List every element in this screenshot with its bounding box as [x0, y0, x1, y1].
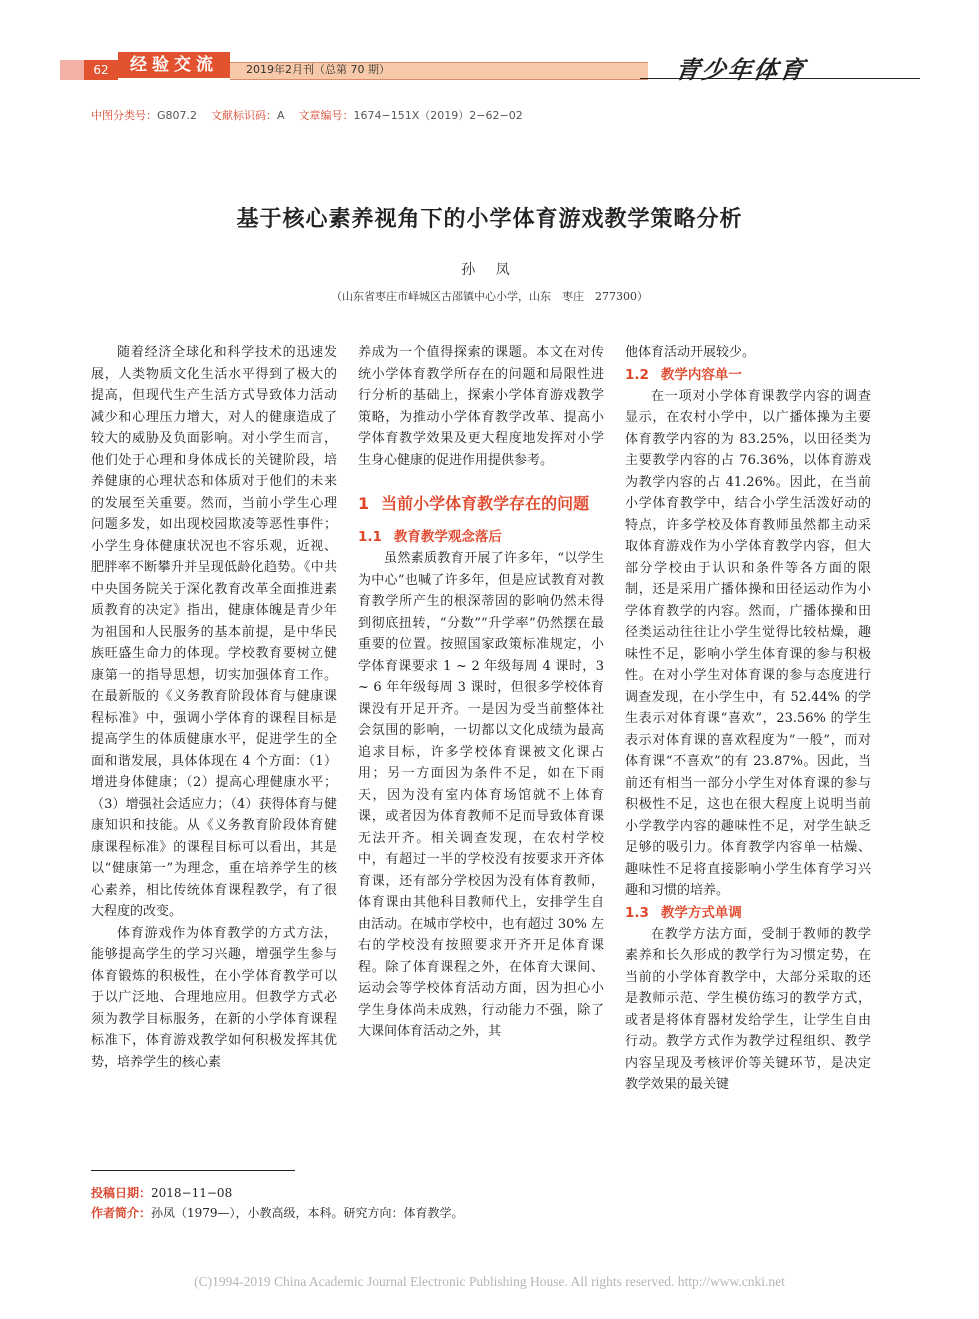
body-column-1	[91, 342, 337, 1073]
article-title: 基于核心素养视角下的小学体育游戏教学策略分析	[236, 207, 743, 232]
copyright-notice: (C)1994-2019 China Academic Journal Electronic Publishing House. All rights reserved. http://www.cnki.net	[194, 1274, 785, 1289]
body-column-3	[625, 342, 871, 1096]
paragraph: 在一项对小学体育课教学内容的调查显示，在农村小学中，以广播体操为主要体育教学内容的为 83.25%，以田径类为主要教学内容的占 76.36%，以体育游戏为教学内容的占 41.26%。因此，在当前小学体育教学中，结合小学生活泼好动的特点，许多学校及体育教师虽然都主动采取体育游戏作为小学体育教学内容，但大部分学校由于认识和条件等各方面的限制，还是采用广播体操和田径运动作为小学体育教学的内容。然而，广播体操和田径类运动往往让小学生觉得比较枯燥，趣味性不足，影响小学生体育课的参与积极性。在对小学生对体育课的参与态度进行调查发现，在小学生中，有 52.44% 的学生表示对体育课“喜欢”，23.56% 的学生表示对体育课的喜欢程度为“一般”，而对体育课“不喜欢”的有 23.87%。因此，当前还有相当一部分小学生对体育课的参与积极性不足，这也在很大程度上说明当前小学教学内容的趣味性不足，对学生缺乏足够的吸引力。体育教学内容单一枯燥、趣味性不足将直接影响小学生体育学习兴趣和习惯的培养。	[625, 388, 871, 898]
doc-code-value: A	[277, 109, 285, 122]
issue-info: 2019年2月刊（总第 70 期）	[246, 63, 390, 76]
article-no-label: 文章编号：	[298, 109, 354, 122]
paragraph: 在教学方法方面，受制于教师的教学素养和长久形成的教学行为习惯定势，在当前的小学体育教学中，大部分采取的还是教师示范、学生模仿练习的教学方式，或者是将体育器材发给学生，让学生自由行动。教学方式作为教学过程组织、教学内容呈现及考核评价等关键环节，是决定教学效果的最关键	[625, 926, 871, 1092]
paragraph: 虽然素质教育开展了许多年，“以学生为中心”也喊了许多年，但是应试教育对教育教学所产生的根深蒂固的影响仍然未得到彻底扭转，“分数”“升学率”仍然摆在最重要的位置。按照国家政策标准规定，小学体育课要求 1 ~ 2 年级每周 4 课时，3 ~ 6 年年级每周 3 课时，但很多学校体育课没有开足开齐。一是因为受当前整体社会氛围的影响，一切都以文化成绩为最高追求目标，许多学校体育课被文化课占用；另一方面因为条件不足，如在下雨天，因为没有室内体育场馆就不上体育课，或者因为体育教师不足而导致体育课无法开齐。相关调查发现，在农村学校中，有超过一半的学校没有按要求开齐体育课，还有部分学校因为没有体育教师，体育课由其他科目教师代上，安排学生自由活动。在城市学校中，也有超过 30% 左右的学校没有按照要求开齐开足体育课程。除了体育课程之外，在体育大课间、运动会等学校体育活动方面，因为担心小学生身体尚未成熟，行动能力不强，除了大课间体育活动之外，其	[358, 551, 604, 1039]
author-name: 孙 凤	[461, 262, 518, 278]
page-number: 62	[84, 60, 118, 80]
section-heading-1-3: 1.3 教学方式单调	[625, 904, 742, 921]
paragraph: 养成为一个值得探索的课题。本文在对传统小学体育教学所存在的问题和局限性进行分析的基础上，探索小学体育游戏教学策略，为推动小学体育教学改革、提高小学体育教学效果及更大程度地发挥对小学生身心健康的促进作用提供参考。	[358, 345, 604, 468]
author-affiliation: （山东省枣庄市峄城区古邵镇中心小学，山东 枣庄 277300）	[331, 290, 648, 303]
paragraph: 随着经济全球化和科学技术的迅速发展，人类物质文化生活水平得到了极大的提高，但现代生产生活方式导致体力活动减少和心理压力增大，对人的健康造成了较大的威胁及负面影响。对小学生而言，他们处于心理和身体成长的关键阶段，培养健康的心理状态和体质对于他们的未来的发展至关重要。然而，当前小学生心理问题多发，如出现校园欺凌等恶性事件；小学生身体健康状况也不容乐观，近视、肥胖率不断攀升并呈现低龄化趋势。《中共中央国务院关于深化教育改革全面推进素质教育的决定》指出，健康体魄是青少年为祖国和人民服务的基本前提，是中华民族旺盛生命力的体现。学校教育要树立健康第一的指导思想，切实加强体育工作。在最新版的《义务教育阶段体育与健康课程标准》中，强调小学体育的课程目标是提高学生的体质健康水平，促进学生的全面和谐发展，具体体现在 4 个方面：（1）增进身体健康；（2）提高心理健康水平；（3）增强社会适应力；（4）获得体育与健康知识和技能。从《义务教育阶段体育健康课程标准》的课程目标可以看出，其是以“健康第一”为理念，重在培养学生的核心素养，相比传统体育课程教学，有了很大程度的改变。	[91, 345, 337, 919]
header-accent-bar	[60, 60, 84, 80]
classification-line	[91, 107, 523, 123]
clc-value: G807.2	[157, 109, 198, 122]
clc-label: 中图分类号：	[91, 109, 157, 122]
journal-logo: 青少年体育	[673, 55, 808, 84]
article-no-value: 1674−151X（2019）2−62−02	[353, 109, 523, 122]
paragraph: 他体育活动开展较少。	[625, 345, 756, 360]
received-date: 投稿日期：2018−11−08	[91, 1186, 233, 1200]
section-heading-1: 1 当前小学体育教学存在的问题	[358, 494, 590, 513]
doc-code-label: 文献标识码：	[211, 109, 278, 122]
author-bio: 作者简介：孙凤（1979—），小教高级，本科。研究方向：体育教学。	[91, 1206, 464, 1220]
paragraph: 体育游戏作为体育教学的方式方法，能够提高学生的学习兴趣，增强学生参与体育锻炼的积极性，在小学体育教学可以于以广泛地、合理地应用。但教学方式必须为教学目标服务，在新的小学体育课程标准下，体育游戏教学如何积极发挥其优势，培养学生的核心素	[91, 925, 337, 1070]
section-label: 经验交流	[118, 52, 230, 78]
section-heading-1-1: 1.1 教育教学观念落后	[358, 529, 502, 545]
footnote-rule	[91, 1170, 295, 1171]
section-heading-1-2: 1.2 教学内容单一	[625, 366, 742, 383]
body-column-2	[358, 342, 604, 1043]
